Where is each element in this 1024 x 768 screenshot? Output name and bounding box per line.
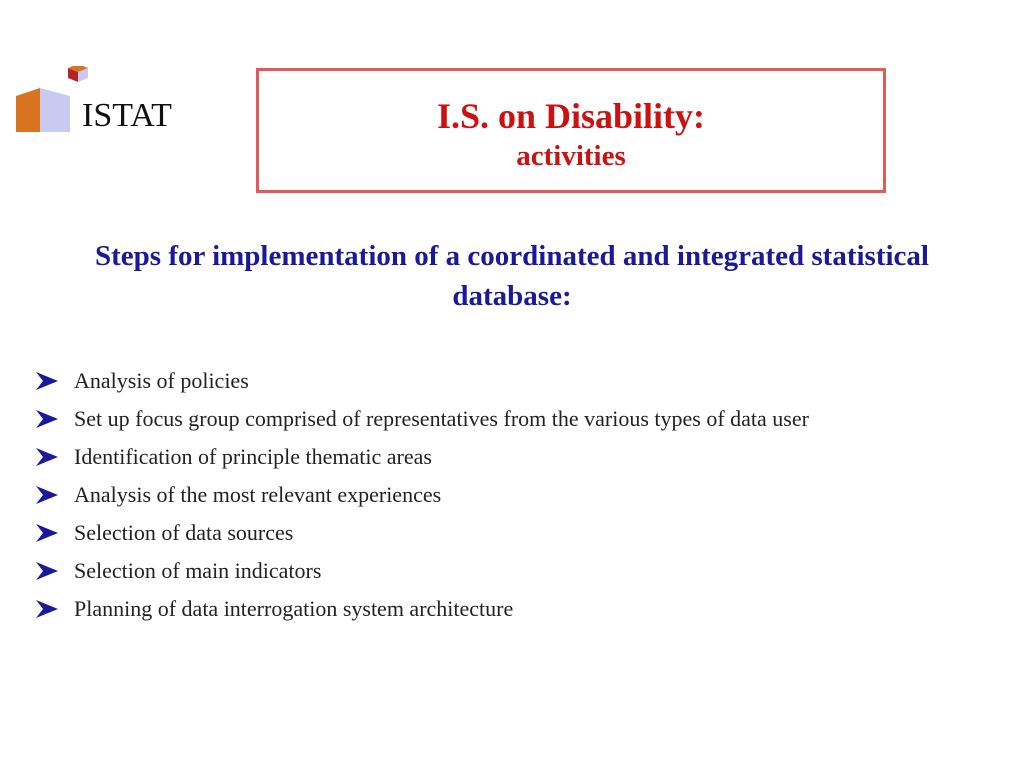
arrow-chevron-icon: [36, 486, 58, 504]
list-item-text: Selection of main indicators: [74, 558, 322, 583]
list-item: [36, 480, 976, 510]
list-item-text: Analysis of policies: [74, 368, 249, 393]
page-title: I.S. on Disability:: [436, 96, 706, 136]
list-item-text: Set up focus group comprised of representatives from the various types of data user: [74, 406, 809, 431]
arrow-chevron-icon: [36, 372, 58, 390]
section-heading: Steps for implementation of a coordinated and integrated statistical database:: [95, 240, 929, 312]
arrow-chevron-icon: [36, 600, 58, 618]
arrow-chevron-icon: [36, 524, 58, 542]
list-item-text: Analysis of the most relevant experiences: [74, 482, 442, 507]
page-subtitle: activities: [516, 140, 626, 172]
istat-logo: [14, 66, 194, 136]
arrow-chevron-icon: [36, 448, 58, 466]
list-item: [36, 404, 976, 434]
list-item: [36, 594, 976, 624]
list-item-text: Identification of principle thematic areas: [74, 444, 432, 469]
bullet-list: [36, 366, 976, 632]
list-item-text: Selection of data sources: [74, 520, 294, 545]
arrow-chevron-icon: [36, 562, 58, 580]
list-item-text: Planning of data interrogation system architecture: [74, 596, 514, 621]
logo-text: ISTAT: [82, 97, 172, 134]
list-item: [36, 442, 976, 472]
arrow-chevron-icon: [36, 410, 58, 428]
list-item: [36, 518, 976, 548]
title-box: [256, 68, 886, 193]
list-item: [36, 366, 976, 396]
list-item: [36, 556, 976, 586]
